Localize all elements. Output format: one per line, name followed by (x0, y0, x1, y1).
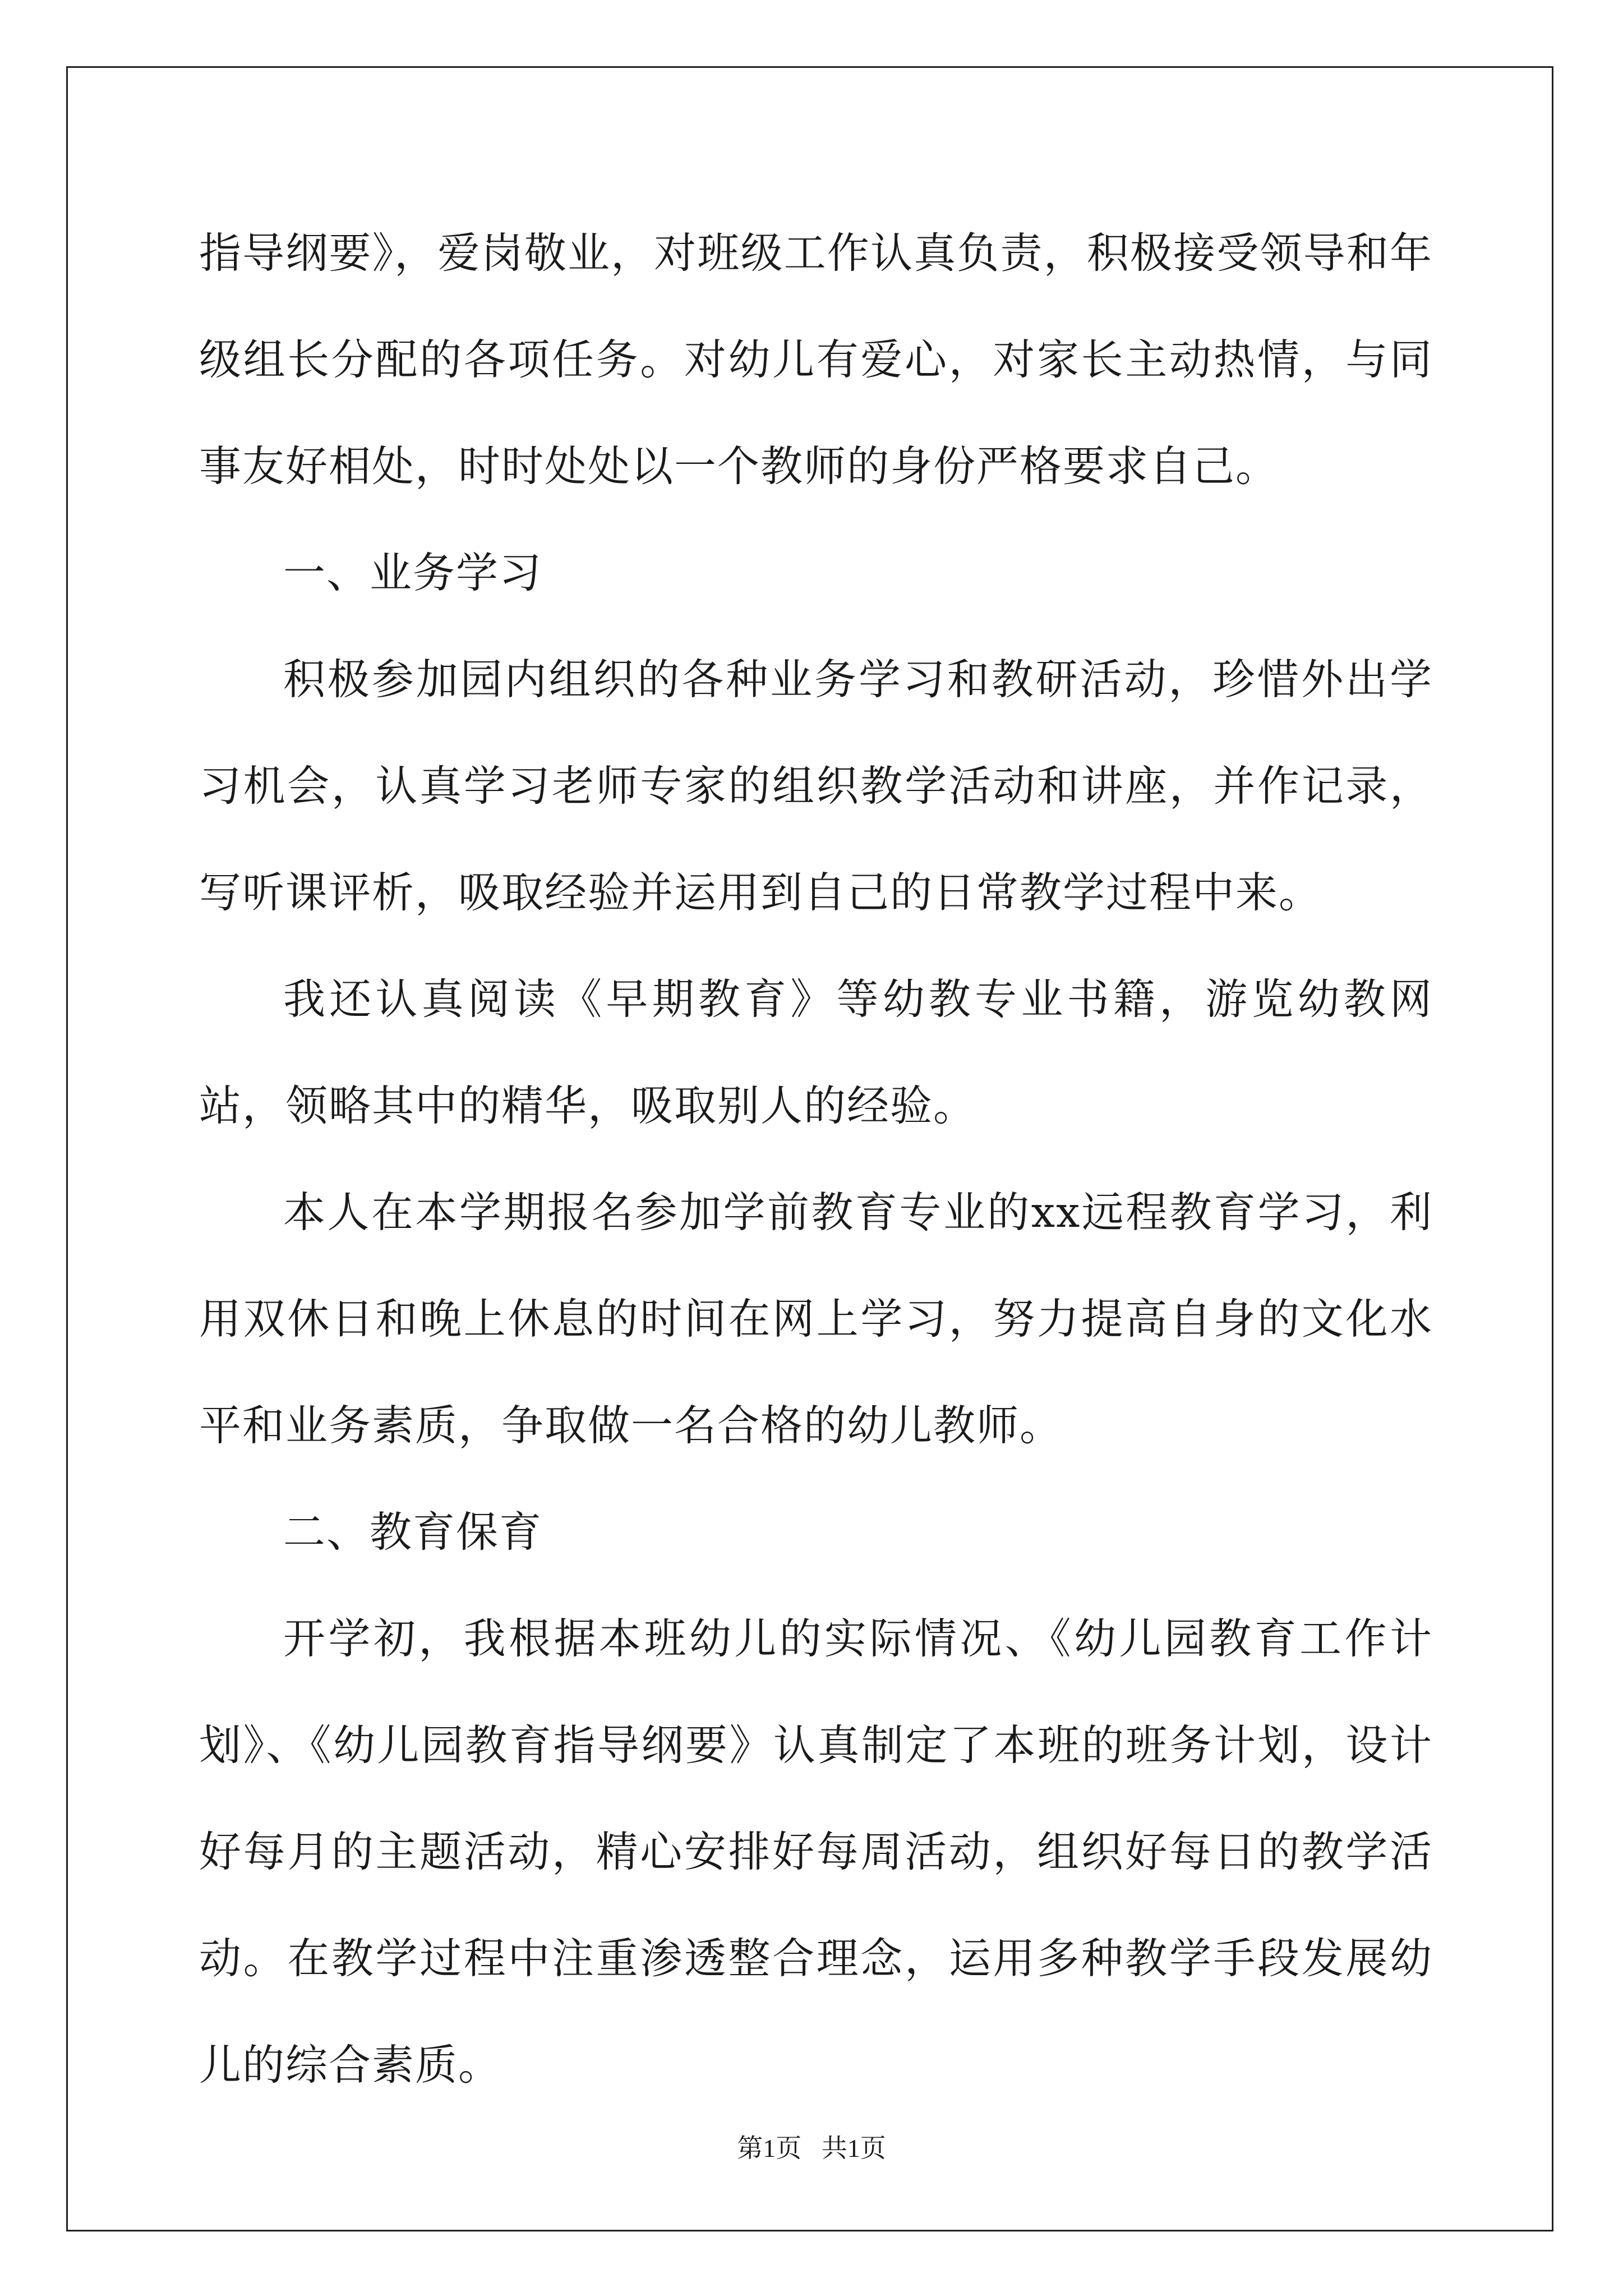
document-body (199, 200, 1433, 2118)
section-heading-business-study: 一、业务学习 (283, 548, 543, 597)
section-heading-education-care: 二、教育保育 (283, 1507, 543, 1557)
paragraph-distance-education: 本人在本学期报名参加学前教育专业的xx远程教育学习，利用双休日和晚上休息的时间在网上学习，努力提高自身的文化水平和业务素质，争取做一名合格的幼儿教师。 (199, 1188, 1433, 1450)
paragraph-study-activities: 积极参加园内组织的各种业务学习和教研活动，珍惜外出学习机会，认真学习老师专家的组织教学活动和讲座，并作记录，写听课评析，吸取经验并运用到自己的日常教学过程中来。 (199, 655, 1433, 917)
paragraph-semester-plan: 开学初，我根据本班幼儿的实际情况、《幼儿园教育工作计划》、《幼儿园教育指导纲要》认真制定了本班的班务计划，设计好每月的主题活动，精心安排好每周活动，组织好每日的教学活动。在教学过程中注重渗透整合理念，运用多种教学手段发展幼儿的综合素质。 (199, 1614, 1433, 2090)
paragraph-continued: 指导纲要》，爱岗敬业，对班级工作认真负责，积极接受领导和年级组长分配的各项任务。对幼儿有爱心，对家长主动热情，与同事友好相处，时时处处以一个教师的身份严格要求自己。 (199, 228, 1433, 491)
paragraph-reading: 我还认真阅读《早期教育》等幼教专业书籍，游览幼教网站，领略其中的精华，吸取别人的经验。 (199, 974, 1433, 1130)
page-footer (0, 2132, 1623, 2165)
page-number: 第1页 (737, 2134, 802, 2162)
page-total: 共1页 (821, 2134, 886, 2162)
